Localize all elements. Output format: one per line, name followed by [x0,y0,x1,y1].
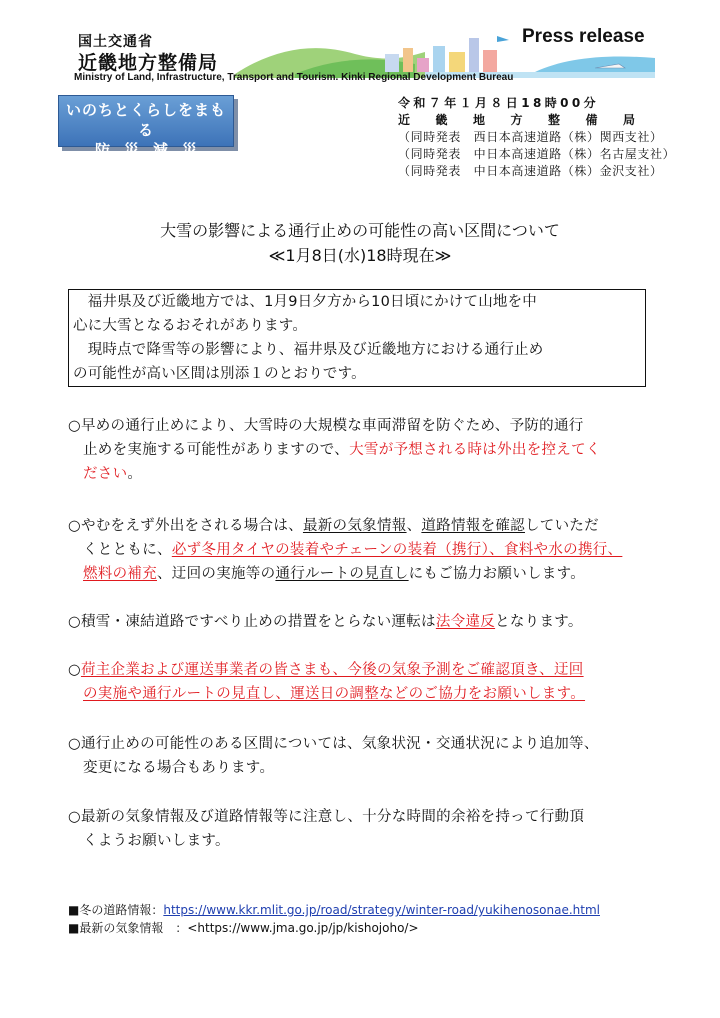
note-warning-text: ださい [83,466,128,482]
note-text: ○早めの通行止めにより、大雪時の大規模な車両滞留を防ぐため、予防的通行 [68,418,584,434]
note-warning-text: 大雪が予想される時は外出を控えてく [349,442,601,458]
joint-release-1: （同時発表 西日本高速道路（株）関西支社） [398,130,663,144]
note-text-segment: ○積雪・凍結道路ですべり止めの措置をとらない運転は [68,614,436,630]
note-text-segment: 。 [127,466,143,482]
note-text [68,438,658,462]
ministry-english-name: Ministry of Land, Infrastructure, Transport and Tourism. Kinki Regional Development Bureau [74,72,514,83]
note-warning-text: 燃料の補充 [83,566,157,582]
document-title: 大雪の影響による通行止めの可能性の高い区間について [160,221,560,240]
note-text [68,462,658,486]
note-text-segment: にもご協力お願いします。 [408,566,586,582]
road-info-line [68,901,600,918]
summary-line: 心に大雪となるおそれがあります。 [73,318,308,334]
weather-info-label: ■最新の気象情報 ： [68,921,188,935]
note-text: くようお願いします。 [83,833,230,849]
release-datetime: 令和７年１月８日18時00分 [398,96,599,110]
note-section-changes [68,732,658,780]
note-underlined-text: 最新の気象情報 [302,518,407,534]
bureau-name: 近畿地方整備局 [78,52,219,74]
summary-line: の可能性が高い区間は別添１のとおりです。 [73,366,366,382]
note-text [68,682,658,706]
note-bullet: ○ [68,662,81,678]
issuer-block [398,95,675,180]
note-text [68,562,658,586]
note-text-segment: 、迂回の実施等の [157,566,276,582]
note-underlined-text: 通行ルートの見直し [275,566,409,582]
document-subtitle-date: ≪1月8日(水)18時現在≫ [268,246,452,265]
weather-info-line [68,919,419,936]
note-text: ○通行止めの可能性のある区間については、気象状況・交通状況により追加等、 [68,736,599,752]
note-early-closure [68,414,658,486]
note-warning-text: の実施や通行ルートの見直し、運送日の調整などのご協力をお願いします。 [83,686,586,702]
joint-release-2: （同時発表 中日本高速道路（株）名古屋支社） [398,147,676,161]
note-text-segment: 、 [406,518,422,534]
ministry-name: 国土交通省 [78,34,153,50]
note-travel-preparation [68,514,658,586]
badge-subtitle: 防災減災 [94,141,211,159]
summary-box [68,289,646,387]
disaster-prevention-badge [58,95,234,159]
weather-info-link[interactable]: <https://www.jma.go.jp/jp/kishojoho/> [187,921,419,935]
note-text: ○最新の気象情報及び道路情報等に注意し、十分な時間的余裕を持って行動頂 [68,809,585,825]
summary-line: 現時点で降雪等の影響により、福井県及び近畿地方における通行止め [73,342,544,358]
note-warning-text: 必ず冬用タイヤの装着やチェーンの装着（携行）、食料や水の携行、 [171,542,623,558]
joint-release-3: （同時発表 中日本高速道路（株）金沢支社） [398,164,663,178]
note-text [68,610,658,634]
note-text [68,538,658,562]
note-text-segment: ○やむをえず外出をされる場合は、 [68,518,303,534]
issuing-office: 近畿地方整備局 [398,113,661,127]
note-warning-text: 荷主企業および運送事業者の皆さまも、今後の気象予測をご確認頂き、迂回 [80,662,584,678]
summary-line: 福井県及び近畿地方では、1月9日夕方から10日頃にかけて山地を中 [73,294,537,310]
note-underlined-text: 道路情報を確認 [421,518,525,534]
note-text [68,514,658,538]
press-release-label: Press release [522,26,645,47]
note-shippers-request [68,658,658,706]
note-text-segment: となります。 [495,614,583,630]
note-warning-text: 法令違反 [435,614,496,630]
note-text [68,658,658,682]
note-text-segment: 止めを実施する可能性がありますので、 [83,442,350,458]
note-text: 変更になる場合もあります。 [83,760,275,776]
badge-slogan: いのちとくらしをまもる [65,101,226,139]
road-info-label: ■冬の道路情報： [68,903,164,917]
note-legal-warning [68,610,658,634]
note-text-segment: くとともに、 [83,542,172,558]
note-text-segment: していただ [524,518,599,534]
note-allow-time [68,805,658,853]
road-info-link[interactable]: https://www.kkr.mlit.go.jp/road/strategy/winter-road/yukihenosonae.html [163,903,600,917]
